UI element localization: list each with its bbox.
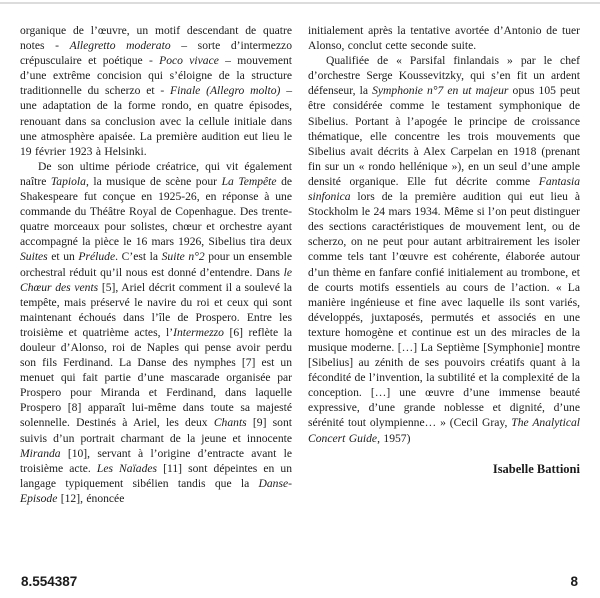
left-column — [20, 23, 292, 506]
paragraph: organique de l’œuvre, un motif descendant de quatre notes - Allegretto moderato – sorte d’intermezzo crépusculaire et poétique - Poco vivace – mouvement d’une extrême concision qui s’éloigne de la structure traditionnelle du scherzo et - Finale (Allegro molto) – une adaptation de la forme rondo, en quatre épisodes, renouant dans sa conclusion avec la cellule initiale dans une atmosphère apaisée. La première audition eut lieu le 19 février 1923 à Helsinki. — [20, 24, 293, 158]
paragraph: Qualifiée de « Parsifal finlandais » par le chef d’orchestre Serge Koussevitzky, qui s’en fit un ardent défenseur, la Symphonie n°7 en ut majeur opus 105 peut être considérée comme le testament symphonique de Sibelius. Portant à l’apogée le principe de croissance thématique, elle concentre les trois mouvements que Sibelius avait décrits à Alex Carpelan en 1918 (prenant fin sur un « rondo hellénique »), en un seul d’une ample densité organique. Elle fut décrite comme Fantasia sinfonica lors de la première audition qui eut lieu à Stockholm le 24 mars 1934. Même si l’on peut distinguer des sections caractéristiques de mouvement lent, ou de scherzo, on ne peut pour autant arbitrairement les isoler comme tels tant l’œuvre est cohérente, élaborée autour d’un thème en fanfare confié initialement au trombone, et de courts motifs essentiels au cours de l’action. « La manière ingénieuse et fine avec laquelle ils sont variés, développés, juxtaposés, permutés et associés en une texture homogène et continue est un des miracles de la musique moderne. […] La Septième [Symphonie] montre [Sibelius] au zénith de ses pouvoirs créatifs quant à la fécondité de l’invention, la subtilité et la complexité de la conception. […] une œuvre d’une immense beauté expressive, d’une grande noblesse et dignité, d’une sérénité tout olympienne… » (Cecil Gray, The Analytical Concert Guide, 1957) — [308, 54, 580, 445]
author-signature: Isabelle Battioni — [492, 461, 580, 476]
right-column-text — [308, 23, 580, 446]
right-column — [308, 23, 580, 506]
paragraph: initialement après la tentative avortée d’Antonio de tuer Alonso, conclut cette seconde suite. — [308, 24, 580, 53]
paragraph: De son ultime période créatrice, qui vit également naître Tapiola, la musique de scène pour La Tempête de Shakespeare fut conçue en 1925-26, en réponse à une commande du Théâtre Royal de Copenhague. Des trente-quatre morceaux pour solistes, chœur et orchestre ayant accompagné la pièce le 16 mars 1926, Sibelius tira deux Suites et un Prélude. C’est la Suite n°2 pour un ensemble orchestral réduit qu’il nous est donné d’entendre. Dans le Chœur des vents [5], Ariel décrit comment il a soulevé la tempête, mais préservé le navire du roi et ceux qui sont maintenant échoués dans l’île de Prospero. Entre les troisième et quatrième actes, l’Intermezzo [6] reflète la douleur d’Alonso, roi de Naples qui pense avoir perdu son fils Ferdinand. La Danse des nymphes [7] est un menuet qui fait partie d’une mascarade organisée par Prospero pour Miranda et Ferdinand, dans laquelle Prospero [8] apparaît lui-même dans toute sa majesté solennelle. Destinés à Ariel, les deux Chants [9] sont suivis d’un portrait charmant de la jeune et innocente Miranda [10], servant à l’origine d’entracte avant le troisième acte. Les Naïades [11] sont dépeintes en un langage typiquement sibélien tandis que la Danse-Episode [12], énoncée — [20, 159, 293, 505]
catalog-number: 8.554387 — [21, 574, 78, 589]
page-top-edge — [0, 2, 600, 4]
page-number: 8 — [570, 574, 578, 589]
text-columns — [20, 23, 580, 506]
left-column-text — [20, 23, 292, 506]
